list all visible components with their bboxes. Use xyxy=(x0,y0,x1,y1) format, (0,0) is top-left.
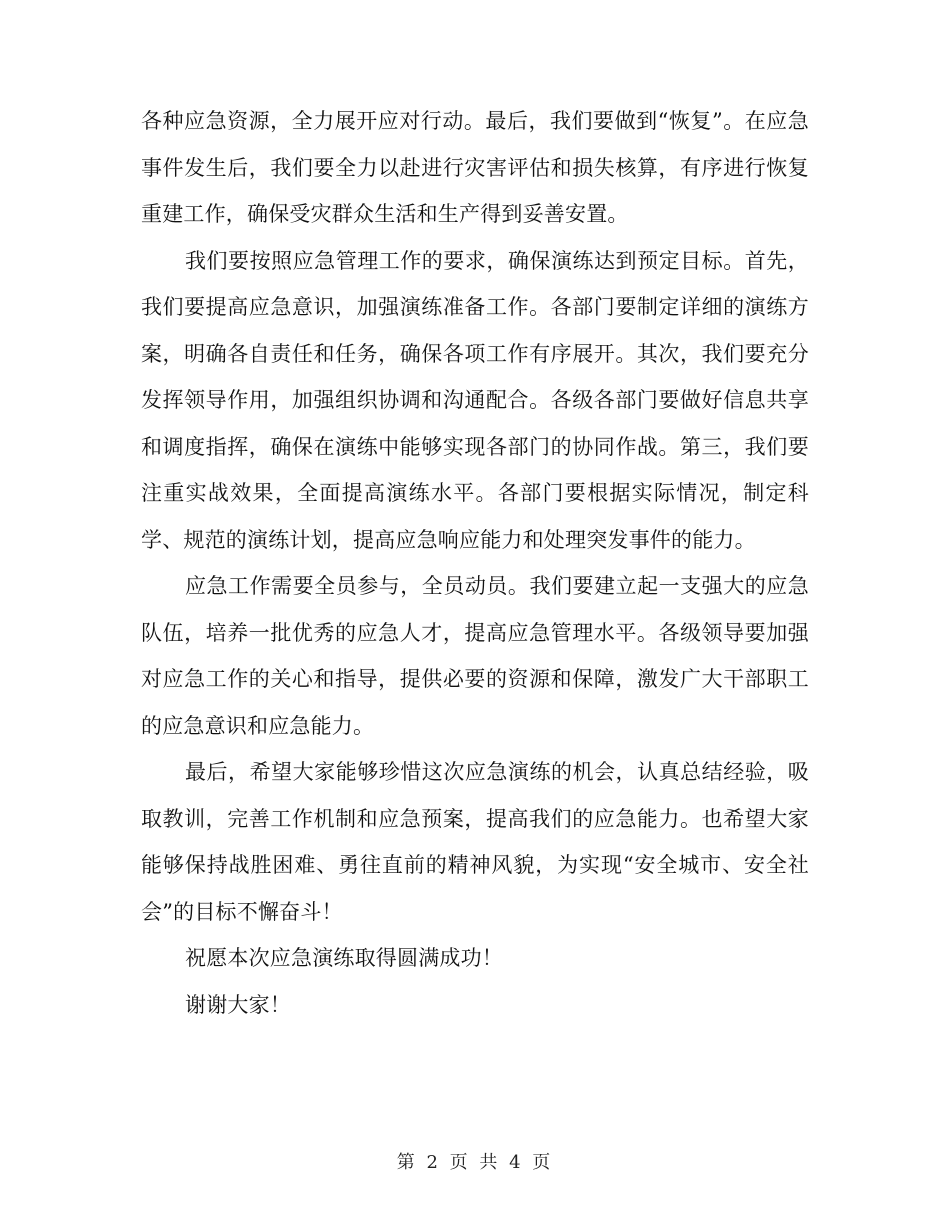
paragraph-thanks: 谢谢大家！ xyxy=(185,992,291,1017)
document-body xyxy=(141,98,809,1028)
page-number-footer: 第 2 页 共 4 页 xyxy=(396,1152,554,1173)
paragraph-wishes: 祝愿本次应急演练取得圆满成功！ xyxy=(185,946,503,970)
paragraph-closing-hopes: 最后，希望大家能够珍惜这次应急演练的机会，认真总结经验，吸取教训，完善工作机制和应急预案，提高我们的应急能力。也希望大家能够保持战胜困难、勇往直前的精神风貌，为实现“安全城市、安全社会”的目标不懈奋斗！ xyxy=(141,760,809,924)
paragraph-continuation: 各种应急资源，全力展开应对行动。最后，我们要做到“恢复”。在应急事件发生后，我们要全力以赴进行灾害评估和损失核算，有序进行恢复重建工作，确保受灾群众生活和生产得到妥善安置。 xyxy=(141,109,809,226)
paragraph-drill-goals: 我们要按照应急管理工作的要求，确保演练达到预定目标。首先，我们要提高应急意识，加强演练准备工作。各部门要制定详细的演练方案，明确各自责任和任务，确保各项工作有序展开。其次，我们要充分发挥领导作用，加强组织协调和沟通配合。各级各部门要做好信息共享和调度指挥，确保在演练中能够实现各部门的协同作战。第三，我们要注重实战效果，全面提高演练水平。各部门要根据实际情况，制定科学、规范的演练计划，提高应急响应能力和处理突发事件的能力。 xyxy=(141,248,809,552)
paragraph-full-participation: 应急工作需要全员参与，全员动员。我们要建立起一支强大的应急队伍，培养一批优秀的应急人才，提高应急管理水平。各级领导要加强对应急工作的关心和指导，提供必要的资源和保障，激发广大干部职工的应急意识和应急能力。 xyxy=(141,574,809,738)
